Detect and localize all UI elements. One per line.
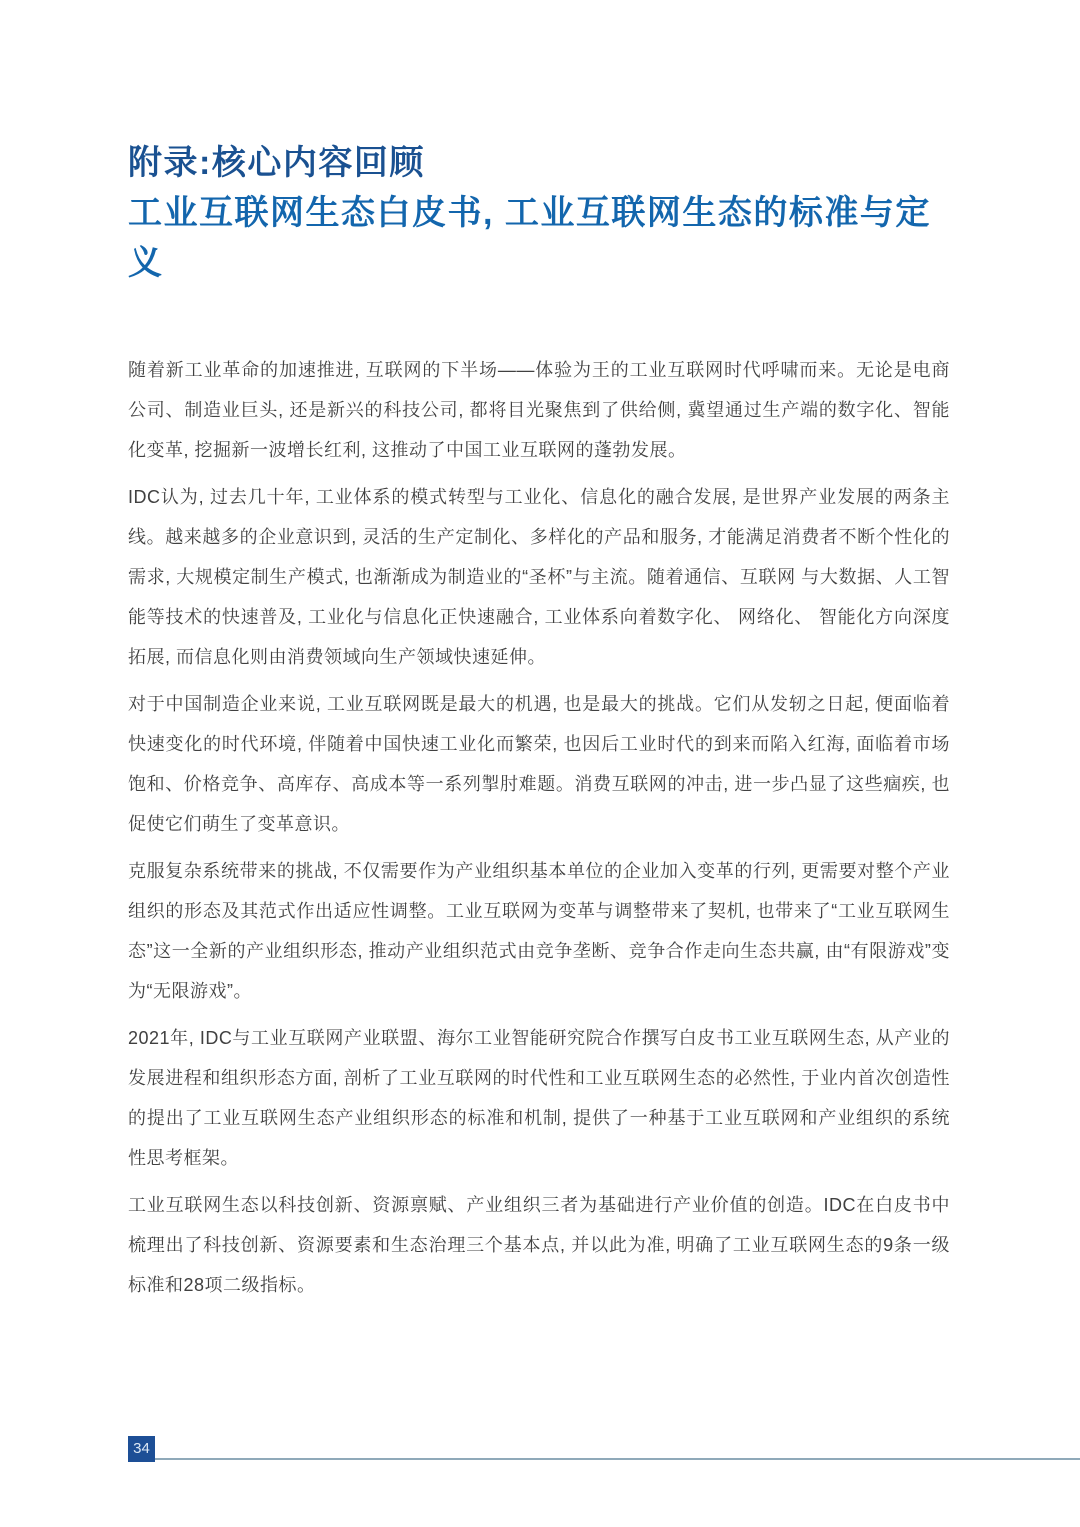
paragraph-4: 克服复杂系统带来的挑战, 不仅需要作为产业组织基本单位的企业加入变革的行列, 更需要对整个产业组织的形态及其范式作出适应性调整。工业互联网为变革与调整带来了契机, 也带来了“工业互联网生态”这一全新的产业组织形态, 推动产业组织范式由竞争垄断、竞争合作走向生态共赢, 由“有限游戏”变为“无限游戏”。 — [128, 861, 950, 1001]
paragraph-3: 对于中国制造企业来说, 工业互联网既是最大的机遇, 也是最大的挑战。它们从发轫之日起, 便面临着快速变化的时代环境, 伴随着中国快速工业化而繁荣, 也因后工业时代的到来而陷入红海, 面临着市场饱和、价格竞争、高库存、高成本等一系列掣肘难题。消费互联网的冲击, 进一步凸显了这些痼疾, 也促使它们萌生了变革意识。 — [128, 694, 950, 834]
body-text — [128, 350, 950, 1305]
paragraph-6: 工业互联网生态以科技创新、资源禀赋、产业组织三者为基础进行产业价值的创造。IDC在白皮书中梳理出了科技创新、资源要素和生态治理三个基本点, 并以此为准, 明确了工业互联网生态的9条一级标准和28项二级指标。 — [128, 1195, 950, 1295]
paragraph-2: IDC认为, 过去几十年, 工业体系的模式转型与工业化、信息化的融合发展, 是世界产业发展的两条主线。越来越多的企业意识到, 灵活的生产定制化、多样化的产品和服务, 才能满足消费者不断个性化的需求, 大规模定制生产模式, 也渐渐成为制造业的“圣杯”与主流。随着通信、互联网 与大数据、人工智能等技术的快速普及, 工业化与信息化正快速融合, 工业体系向着数字化、 网络化、 智能化方向深度拓展, 而信息化则由消费领域向生产领域快速延伸。 — [128, 487, 950, 667]
page-content — [128, 138, 950, 1312]
page-footer — [0, 1436, 1080, 1466]
paragraph-5: 2021年, IDC与工业互联网产业联盟、海尔工业智能研究院合作撰写白皮书工业互联网生态, 从产业的发展进程和组织形态方面, 剖析了工业互联网的时代性和工业互联网生态的必然性, 于业内首次创造性的提出了工业互联网生态产业组织形态的标准和机制, 提供了一种基于工业互联网和产业组织的系统性思考框架。 — [128, 1028, 950, 1168]
whitepaper-subtitle: 工业互联网生态白皮书, 工业互联网生态的标准与定义 — [128, 194, 931, 282]
appendix-header — [128, 138, 950, 288]
paragraph-1: 随着新工业革命的加速推进, 互联网的下半场——体验为王的工业互联网时代呼啸而来。无论是电商公司、制造业巨头, 还是新兴的科技公司, 都将目光聚焦到了供给侧, 冀望通过生产端的数字化、智能化变革, 挖掘新一波增长红利, 这推动了中国工业互联网的蓬勃发展。 — [128, 360, 950, 460]
page-number-badge: 34 — [128, 1436, 155, 1462]
appendix-title: 附录:核心内容回顾 — [128, 144, 425, 182]
footer-divider — [155, 1458, 1080, 1460]
